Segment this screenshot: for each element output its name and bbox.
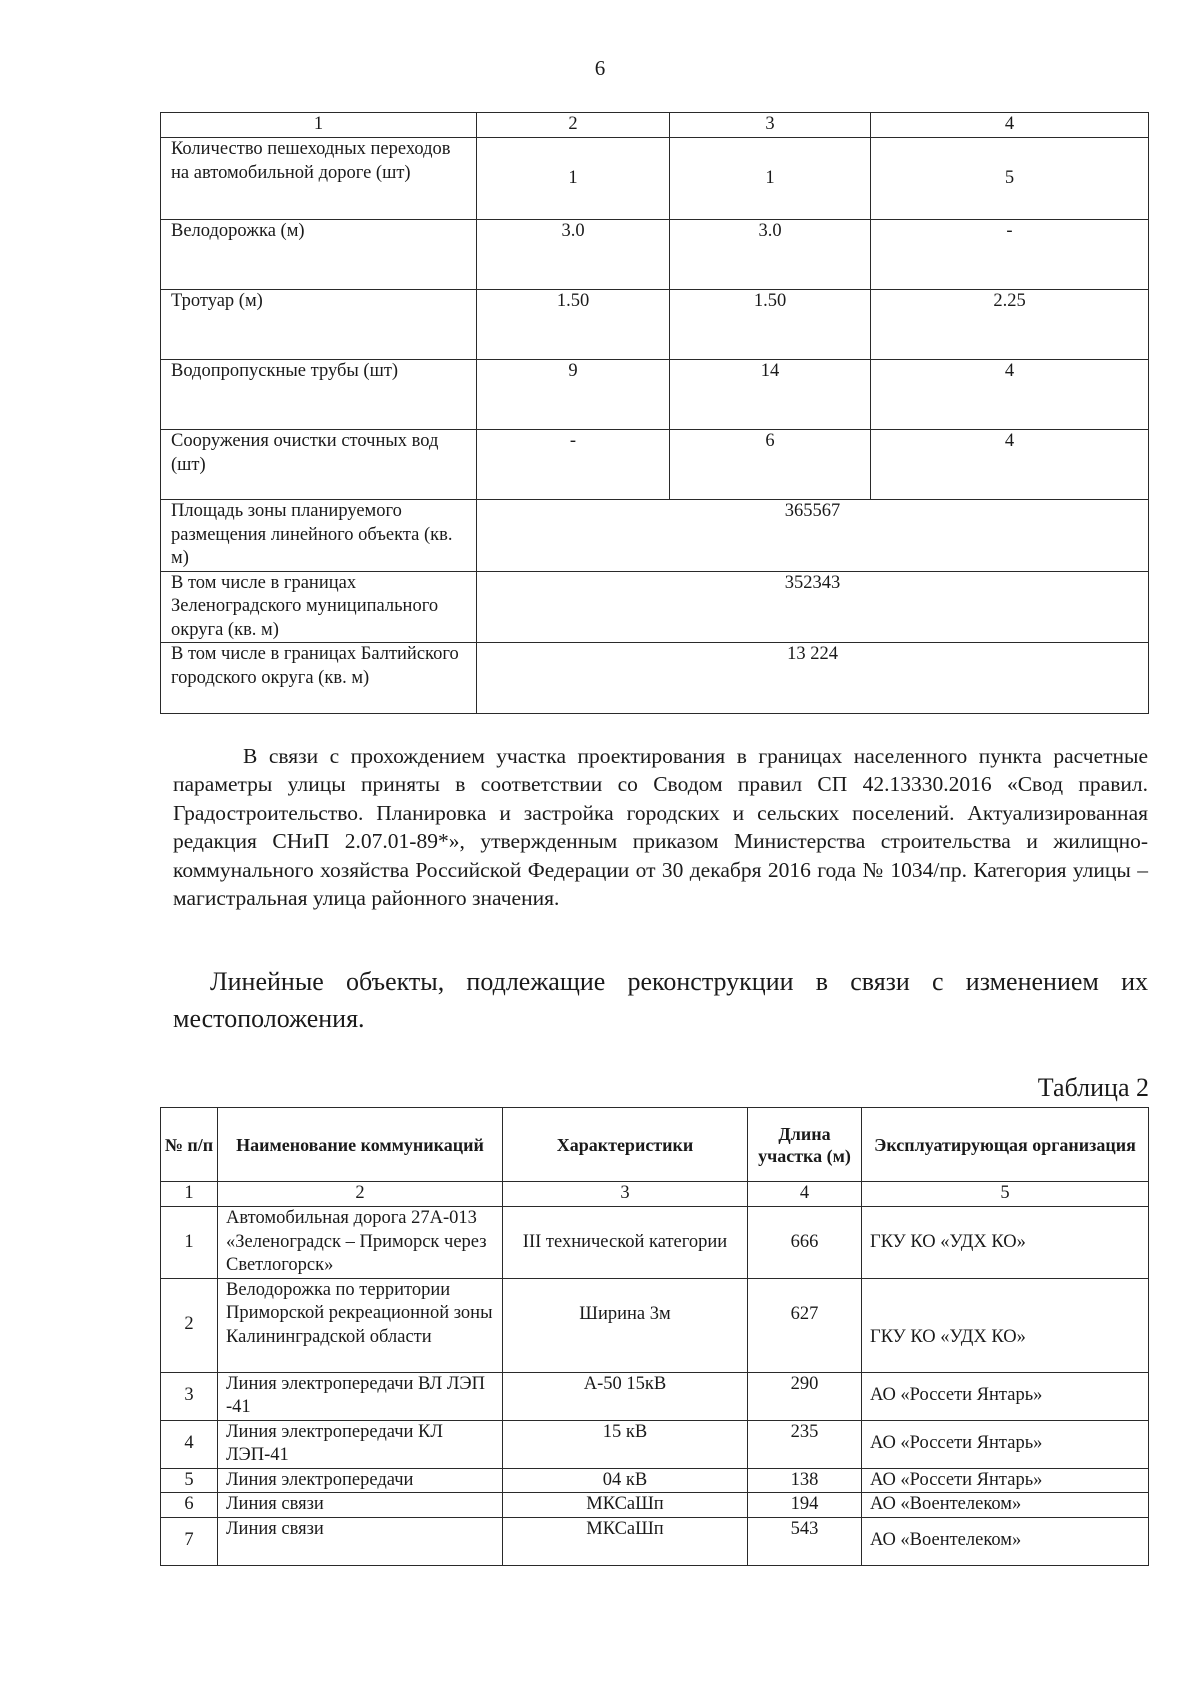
row-number: 4 <box>161 1420 218 1468</box>
cell-value: 3.0 <box>477 220 670 290</box>
row-label: В том числе в границах Балтийского городского округа (кв. м) <box>161 643 477 714</box>
row-label: Водопропускные трубы (шт) <box>161 360 477 430</box>
cell-value: 352343 <box>477 571 1149 643</box>
column-number: 1 <box>161 113 477 138</box>
table-row <box>161 1493 1149 1518</box>
row-length: 666 <box>748 1207 862 1279</box>
table-row <box>161 1278 1149 1372</box>
table-caption: Таблица 2 <box>1037 1073 1149 1102</box>
section-heading-text: Линейные объекты, подлежащие реконструкции в связи с изменением их местоположения. <box>173 967 1148 1033</box>
row-number: 7 <box>161 1517 218 1565</box>
row-number: 2 <box>161 1278 218 1372</box>
parameters-table <box>160 112 1149 714</box>
column-number: 5 <box>862 1182 1149 1207</box>
table-row <box>161 138 1149 220</box>
row-length: 235 <box>748 1420 862 1468</box>
linear-objects-table <box>160 1107 1149 1566</box>
column-number: 4 <box>748 1182 862 1207</box>
row-label: Площадь зоны планируемого размещения линейного объекта (кв. м) <box>161 500 477 572</box>
section-heading <box>173 963 1148 1037</box>
column-number: 3 <box>670 113 871 138</box>
row-name: Линия электропередачи КЛ ЛЭП-41 <box>218 1420 503 1468</box>
row-label: Сооружения очистки сточных вод (шт) <box>161 430 477 500</box>
row-org: АО «Воентелеком» <box>862 1517 1149 1565</box>
cell-value: 13 224 <box>477 643 1149 714</box>
column-number-row <box>161 1182 1149 1207</box>
row-length: 627 <box>748 1278 862 1372</box>
row-name: Автомобильная дорога 27А-013 «Зеленоградск – Приморск через Светлогорск» <box>218 1207 503 1279</box>
body-paragraph <box>173 742 1148 912</box>
row-spec: МКСаШп <box>503 1517 748 1565</box>
row-number: 3 <box>161 1372 218 1420</box>
row-spec: МКСаШп <box>503 1493 748 1518</box>
table-row <box>161 571 1149 643</box>
row-length: 138 <box>748 1468 862 1493</box>
cell-value: 1 <box>477 138 670 220</box>
cell-value: 6 <box>670 430 871 500</box>
table-row <box>161 643 1149 714</box>
cell-value: 1.50 <box>477 290 670 360</box>
column-header: № п/п <box>161 1108 218 1182</box>
row-org: АО «Россети Янтарь» <box>862 1420 1149 1468</box>
cell-value: 9 <box>477 360 670 430</box>
cell-value: 5 <box>871 138 1149 220</box>
cell-value: 14 <box>670 360 871 430</box>
column-number: 2 <box>218 1182 503 1207</box>
row-label: Тротуар (м) <box>161 290 477 360</box>
row-spec: III технической категории <box>503 1207 748 1279</box>
paragraph-text: В связи с прохождением участка проектирования в границах населенного пункта расчетные параметры улицы приняты в соответствии со Сводом правил СП 42.13330.2016 «Свод правил. Градостроительство. Планировка и застройка городских и сельских поселений. Актуализированная редакция СНиП 2.07.01-89*», утвержденным приказом Министерства строительства и жилищно-коммунального хозяйства Российской Федерации от 30 декабря 2016 года № 1034/пр. Категория улицы – магистральная улица районного значения. <box>173 744 1148 911</box>
row-label: Велодорожка (м) <box>161 220 477 290</box>
row-spec: А-50 15кВ <box>503 1372 748 1420</box>
cell-value: 3.0 <box>670 220 871 290</box>
cell-value: 1 <box>670 138 871 220</box>
row-number: 1 <box>161 1207 218 1279</box>
table-header-row <box>161 1108 1149 1182</box>
row-length: 290 <box>748 1372 862 1420</box>
row-label: В том числе в границах Зеленоградского муниципального округа (кв. м) <box>161 571 477 643</box>
table-row <box>161 430 1149 500</box>
row-number: 5 <box>161 1468 218 1493</box>
table-row <box>161 1420 1149 1468</box>
column-number: 2 <box>477 113 670 138</box>
cell-value: 4 <box>871 360 1149 430</box>
row-org: АО «Россети Янтарь» <box>862 1372 1149 1420</box>
row-org: АО «Россети Янтарь» <box>862 1468 1149 1493</box>
cell-value: 2.25 <box>871 290 1149 360</box>
table-row <box>161 220 1149 290</box>
row-spec: 15 кВ <box>503 1420 748 1468</box>
column-number: 1 <box>161 1182 218 1207</box>
column-header: Эксплуатирующая организация <box>862 1108 1149 1182</box>
row-name: Велодорожка по территории Приморской рекреационной зоны Калининградской области <box>218 1278 503 1372</box>
page-number: 6 <box>594 56 606 80</box>
table-row <box>161 360 1149 430</box>
row-label: Количество пешеходных переходов на автомобильной дороге (шт) <box>161 138 477 220</box>
table-row <box>161 1372 1149 1420</box>
column-number: 3 <box>503 1182 748 1207</box>
cell-value: 365567 <box>477 500 1149 572</box>
row-name: Линия электропередачи <box>218 1468 503 1493</box>
row-name: Линия связи <box>218 1517 503 1565</box>
row-number: 6 <box>161 1493 218 1518</box>
table-row <box>161 500 1149 572</box>
column-header: Характеристики <box>503 1108 748 1182</box>
table-row <box>161 290 1149 360</box>
cell-value: - <box>871 220 1149 290</box>
column-number: 4 <box>871 113 1149 138</box>
cell-value: 1.50 <box>670 290 871 360</box>
column-header: Длина участка (м) <box>748 1108 862 1182</box>
row-org: ГКУ КО «УДХ КО» <box>862 1207 1149 1279</box>
cell-value: - <box>477 430 670 500</box>
row-spec: Ширина 3м <box>503 1278 748 1372</box>
row-length: 194 <box>748 1493 862 1518</box>
row-org: ГКУ КО «УДХ КО» <box>862 1278 1149 1372</box>
table-row <box>161 1207 1149 1279</box>
table-row <box>161 1468 1149 1493</box>
row-length: 543 <box>748 1517 862 1565</box>
table-header-row <box>161 113 1149 138</box>
cell-value: 4 <box>871 430 1149 500</box>
table-row <box>161 1517 1149 1565</box>
column-header: Наименование коммуникаций <box>218 1108 503 1182</box>
row-spec: 04 кВ <box>503 1468 748 1493</box>
row-name: Линия электропередачи ВЛ ЛЭП -41 <box>218 1372 503 1420</box>
row-org: АО «Воентелеком» <box>862 1493 1149 1518</box>
row-name: Линия связи <box>218 1493 503 1518</box>
